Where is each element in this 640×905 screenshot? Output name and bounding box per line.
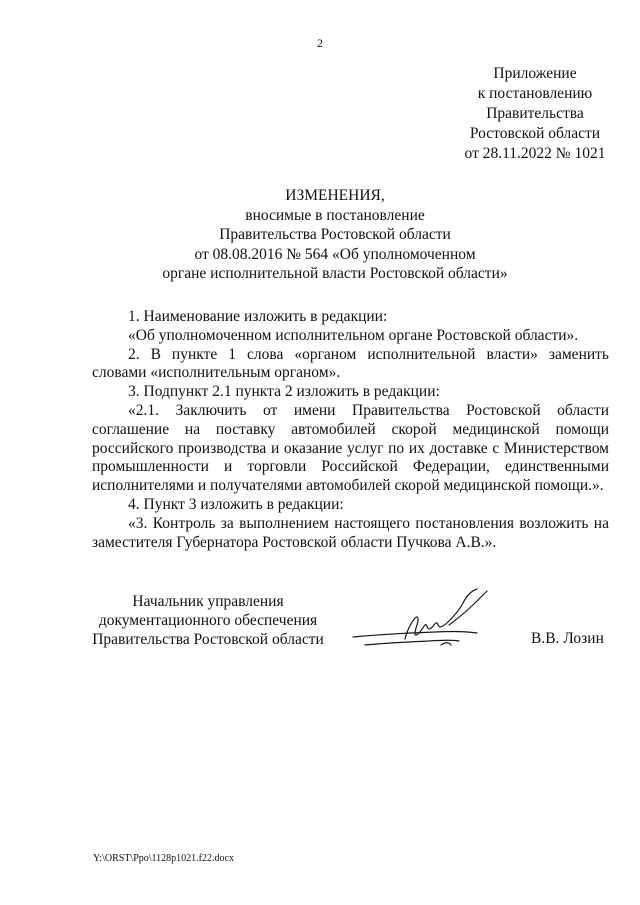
paragraph-item-4-text: «3. Контроль за выполнением настоящего постановления возложить на заместителя Губернатора Ростовской области Пучкова А.В.». [92, 514, 609, 551]
title-line: вносимые в постановление [245, 206, 425, 224]
appendix-line: от 28.11.2022 № 1021 [464, 145, 606, 162]
appendix-line: к постановлению [477, 85, 593, 102]
appendix-header [430, 64, 640, 164]
signer-position-line: Правительства Ростовской области [92, 631, 324, 648]
paragraph-item-3-text: «2.1. Заключить от имени Правительства Ростовской области соглашение на поставку автомобилей скорой медицинской помощи российского производства и оказание услуг по их доставке с Министерством промышленности и торговли Российской Федерации, единственными исполнителями и получателями автомобилей скорой медицинской помощи.». [92, 401, 609, 495]
title-line: Правительства Ростовской области [219, 226, 451, 243]
appendix-line: Правительства [486, 105, 584, 122]
paragraph-item-3: 3. Подпункт 2.1 пункта 2 изложить в редакции: [128, 383, 440, 401]
signer-position-line: Начальник управления [132, 593, 284, 610]
appendix-line: Приложение [493, 65, 577, 82]
signer-position [88, 592, 328, 649]
handwritten-signature [345, 585, 505, 660]
title-heading: ИЗМЕНЕНИЯ, [285, 187, 385, 204]
paragraph-item-4: 4. Пункт 3 изложить в редакции: [128, 495, 344, 513]
title-line: от 08.08.2016 № 564 «Об уполномоченном [194, 245, 476, 263]
signer-name: В.В. Лозин [531, 630, 604, 647]
file-path: Y:\ORST\Ppo\1128p1021.f22.docx [93, 853, 234, 864]
paragraph-item-1-text: «Об уполномоченном исполнительном органе Ростовской области». [128, 326, 579, 344]
signer-position-line: документационного обеспечения [98, 612, 318, 629]
appendix-line: Ростовской области [469, 125, 601, 142]
title-line: органе исполнительной власти Ростовской области» [162, 265, 508, 282]
document-body [92, 308, 609, 552]
paragraph-item-1: 1. Наименование изложить в редакции: [128, 308, 388, 325]
page-number: 2 [317, 36, 323, 50]
paragraph-item-2: 2. В пункте 1 слова «органом исполнительной власти» заменить словами «исполнительным органом». [92, 345, 609, 382]
document-title [100, 186, 570, 284]
